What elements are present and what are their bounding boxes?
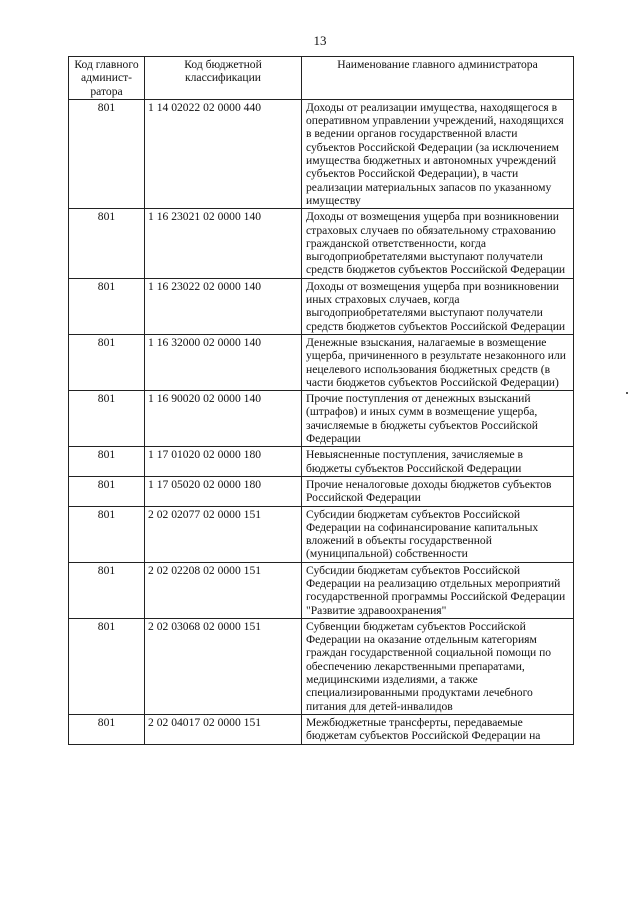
table-row xyxy=(69,99,574,208)
table-row xyxy=(69,447,574,477)
kbk-code-cell: 1 14 02022 02 0000 440 xyxy=(145,99,302,208)
admin-name-cell: Прочие неналоговые доходы бюджетов субъектов Российской Федерации xyxy=(302,476,574,506)
table-row xyxy=(69,476,574,506)
admin-name-cell: Субсидии бюджетам субъектов Российской Федерации на реализацию отдельных мероприятий государственной программы Российской Федерации "Развитие здравоохранения" xyxy=(302,562,574,618)
header-admin-code: Код главного админист-ратора xyxy=(69,57,145,100)
kbk-code-cell: 2 02 03068 02 0000 151 xyxy=(145,618,302,714)
budget-classification-table xyxy=(68,56,574,745)
admin-code-cell: 801 xyxy=(69,447,145,477)
admin-name-cell: Прочие поступления от денежных взысканий (штрафов) и иных сумм в возмещение ущерба, зачисляемые в бюджеты субъектов Российской Федерации xyxy=(302,391,574,447)
kbk-code-cell: 1 17 05020 02 0000 180 xyxy=(145,476,302,506)
table-row xyxy=(69,506,574,562)
admin-name-cell: Денежные взыскания, налагаемые в возмещение ущерба, причиненного в результате незаконного или нецелевого использования бюджетных средств (в части бюджетов субъектов Российской Федерации) xyxy=(302,334,574,390)
admin-name-cell: Доходы от возмещения ущерба при возникновении иных страховых случаев, когда выгодоприобретателями выступают получатели средств бюджетов субъектов Российской Федерации xyxy=(302,278,574,334)
kbk-code-cell: 2 02 02077 02 0000 151 xyxy=(145,506,302,562)
table-row xyxy=(69,391,574,447)
admin-code-cell: 801 xyxy=(69,391,145,447)
admin-code-cell: 801 xyxy=(69,506,145,562)
admin-name-cell: Субсидии бюджетам субъектов Российской Федерации на софинансирование капитальных вложений в объекты государственной (муниципальной) собственности xyxy=(302,506,574,562)
kbk-code-cell: 1 16 32000 02 0000 140 xyxy=(145,334,302,390)
page-number: 13 xyxy=(313,33,327,48)
kbk-code-cell: 1 16 23021 02 0000 140 xyxy=(145,209,302,278)
admin-code-cell: 801 xyxy=(69,476,145,506)
table-row xyxy=(69,714,574,744)
admin-code-cell: 801 xyxy=(69,562,145,618)
table-row xyxy=(69,562,574,618)
admin-code-cell: 801 xyxy=(69,278,145,334)
table-row xyxy=(69,618,574,714)
header-kbk-code: Код бюджетной классификации xyxy=(145,57,302,100)
kbk-code-cell: 1 17 01020 02 0000 180 xyxy=(145,447,302,477)
table-row xyxy=(69,209,574,278)
table-row xyxy=(69,334,574,390)
table-header-row xyxy=(69,57,574,100)
admin-code-cell: 801 xyxy=(69,714,145,744)
header-admin-name: Наименование главного администратора xyxy=(302,57,574,100)
table-body xyxy=(69,99,574,744)
admin-code-cell: 801 xyxy=(69,334,145,390)
scan-mark xyxy=(626,392,628,394)
admin-name-cell: Межбюджетные трансферты, передаваемые бюджетам субъектов Российской Федерации на xyxy=(302,714,574,744)
admin-code-cell: 801 xyxy=(69,209,145,278)
kbk-code-cell: 2 02 04017 02 0000 151 xyxy=(145,714,302,744)
admin-name-cell: Субвенции бюджетам субъектов Российской Федерации на оказание отдельным категориям граждан государственной социальной помощи по обеспечению лекарственными препаратами, медицинскими изделиями, а также специализированными продуктами лечебного питания для детей-инвалидов xyxy=(302,618,574,714)
admin-code-cell: 801 xyxy=(69,99,145,208)
admin-name-cell: Доходы от реализации имущества, находящегося в оперативном управлении учреждений, находящихся в ведении органов государственной власти субъектов Российской Федерации (за исключением имущества бюджетных и автономных учреждений субъектов Российской Федерации), в части реализации материальных запасов по указанному имуществу xyxy=(302,99,574,208)
kbk-code-cell: 1 16 23022 02 0000 140 xyxy=(145,278,302,334)
admin-name-cell: Доходы от возмещения ущерба при возникновении страховых случаев по обязательному страхованию гражданской ответственности, когда выгодоприобретателями выступают получатели средств бюджетов субъектов Российской Федерации xyxy=(302,209,574,278)
admin-name-cell: Невыясненные поступления, зачисляемые в бюджеты субъектов Российской Федерации xyxy=(302,447,574,477)
admin-code-cell: 801 xyxy=(69,618,145,714)
table-row xyxy=(69,278,574,334)
kbk-code-cell: 1 16 90020 02 0000 140 xyxy=(145,391,302,447)
kbk-code-cell: 2 02 02208 02 0000 151 xyxy=(145,562,302,618)
